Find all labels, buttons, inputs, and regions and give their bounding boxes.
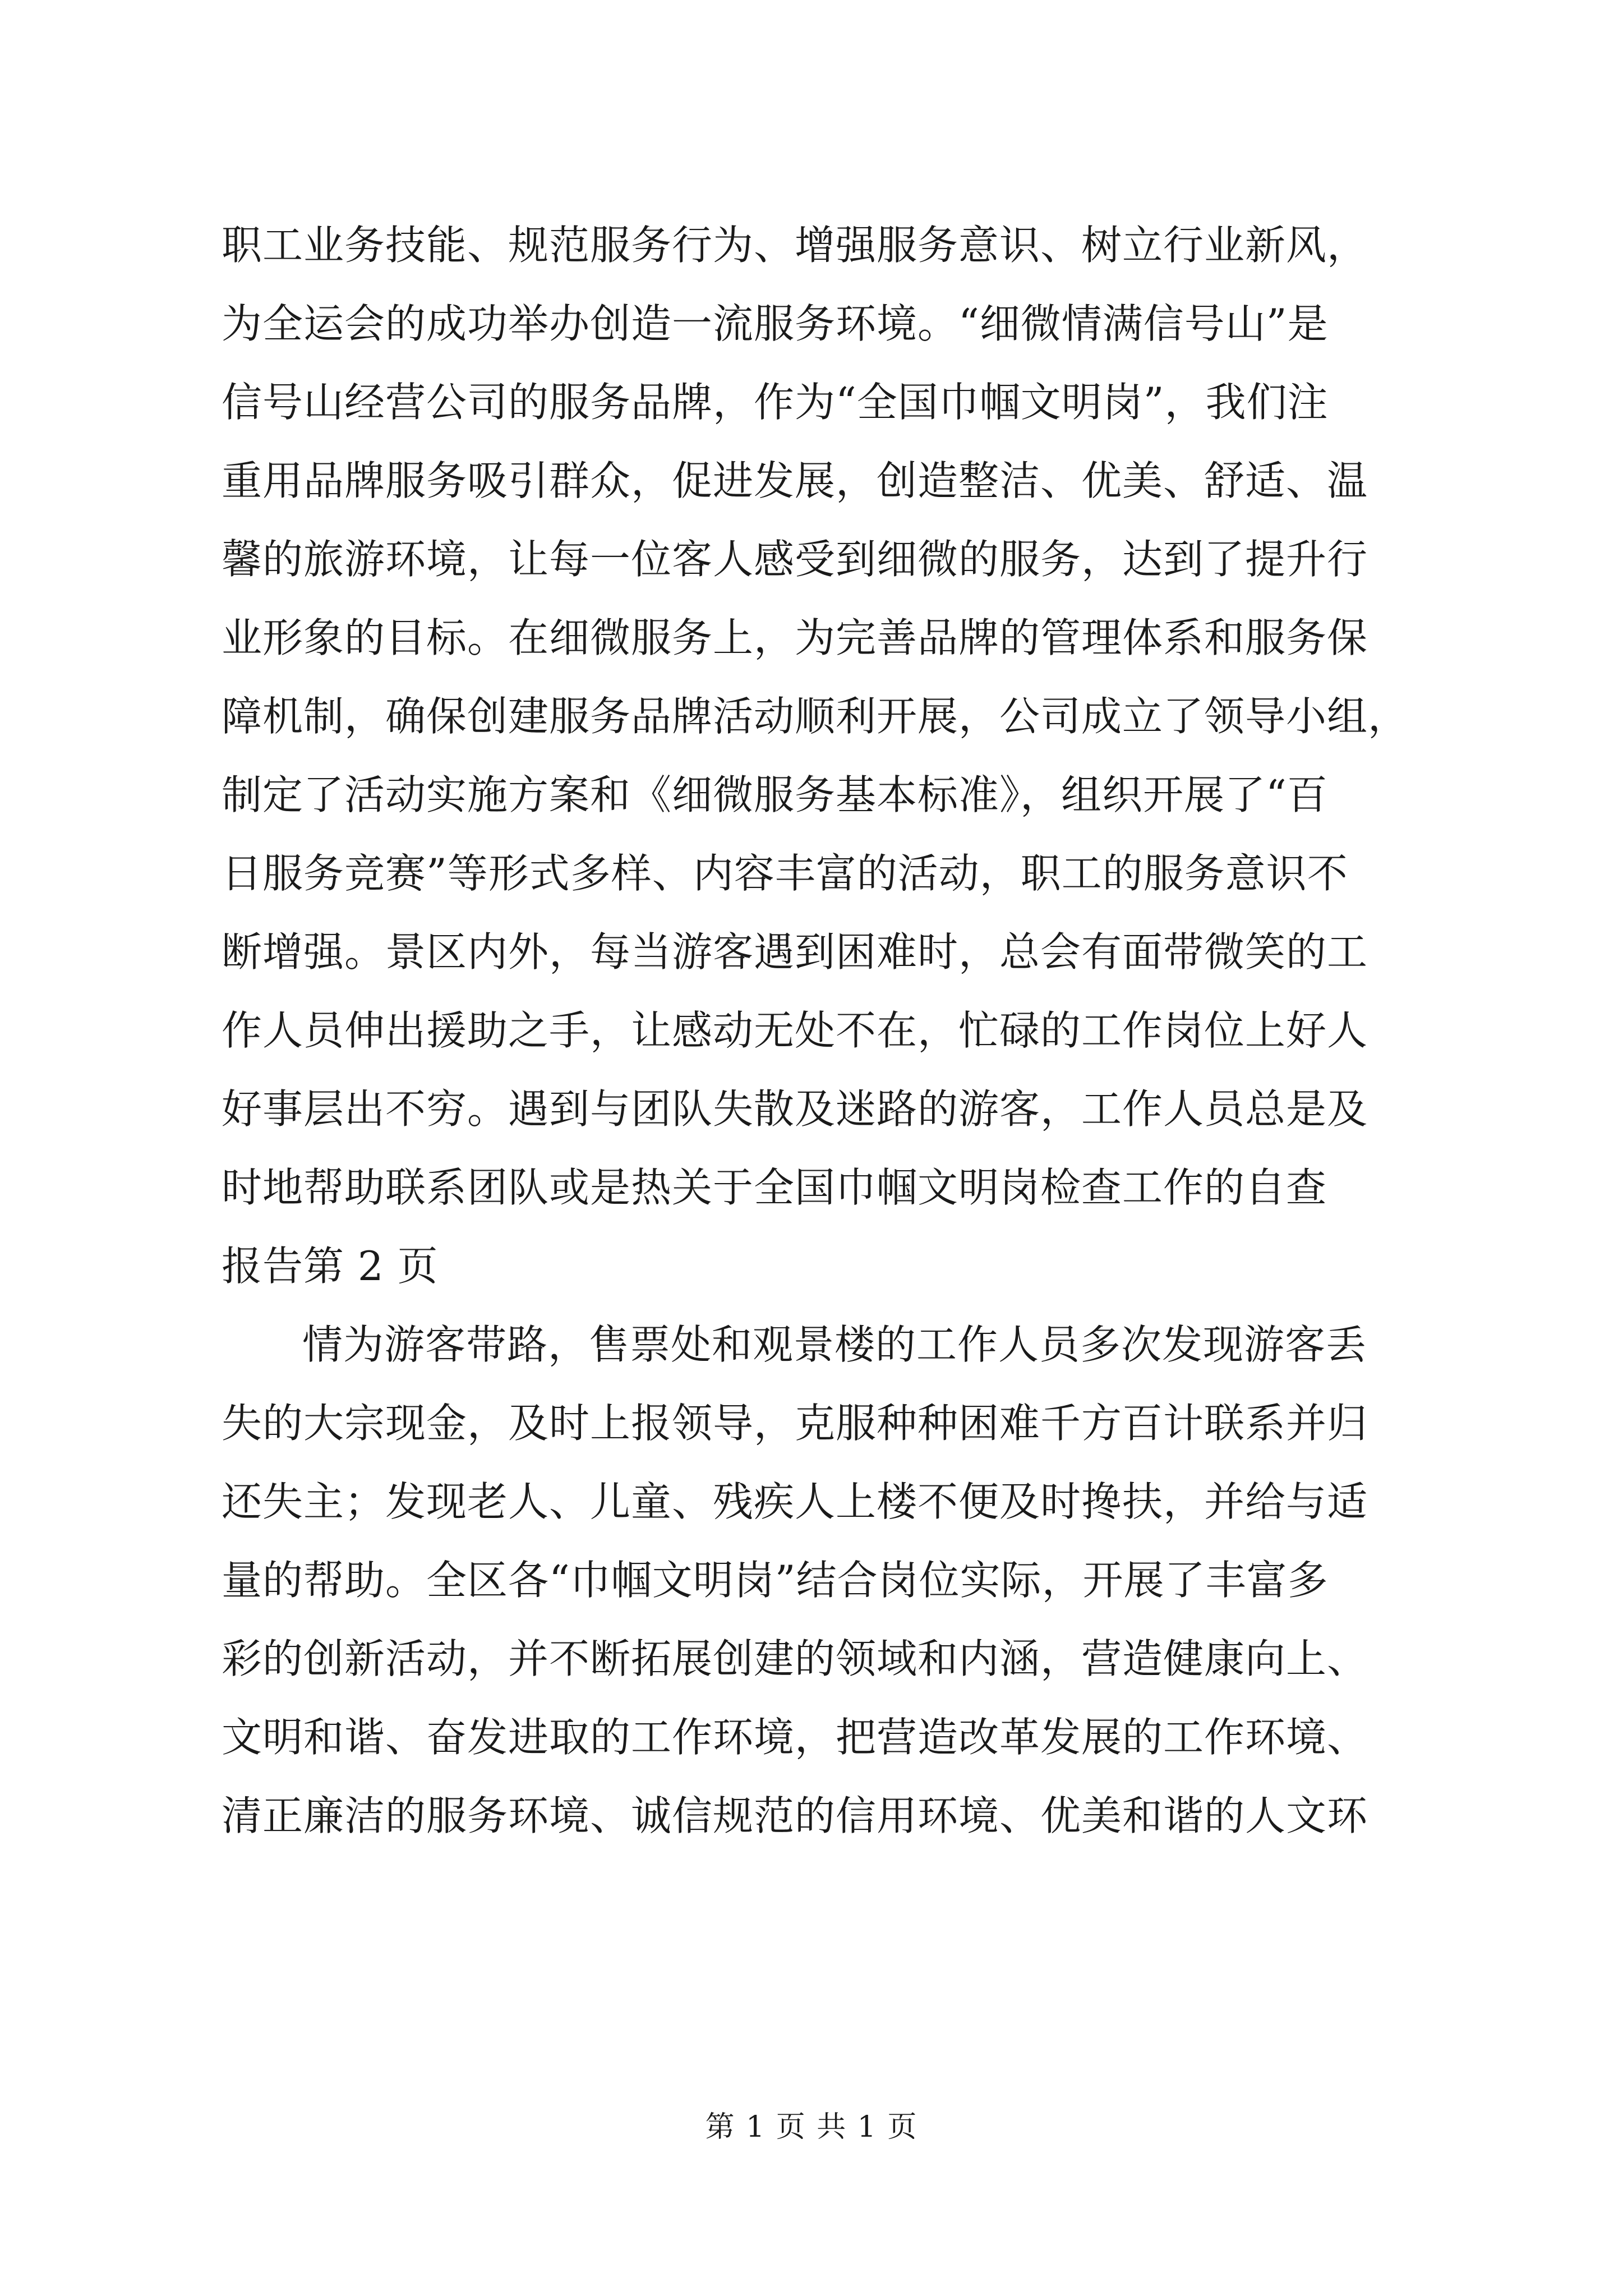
paragraph-new bbox=[222, 1319, 1438, 1841]
text-line: 失的大宗现金，及时上报领导，克服种种困难千方百计联系并归 bbox=[222, 1400, 1368, 1447]
page-indicator: 第 1 页 共 1 页 bbox=[705, 2110, 918, 2144]
text-line: 制定了活动实施方案和《细微服务基本标准》，组织开展了“百 bbox=[222, 771, 1328, 818]
paragraph-continued bbox=[222, 220, 1438, 1291]
text-line: 业形象的目标。在细微服务上，为完善品牌的管理体系和服务保 bbox=[222, 614, 1368, 661]
text-line: 量的帮助。全区各“巾帼文明岗”结合岗位实际，开展了丰富多 bbox=[222, 1557, 1329, 1604]
text-line: 断增强。景区内外，每当游客遇到困难时，总会有面带微笑的工 bbox=[222, 928, 1368, 976]
text-line: 信号山经营公司的服务品牌，作为“全国巾帼文明岗”，我们注 bbox=[222, 379, 1329, 426]
text-line: 报告第 2 页 bbox=[222, 1243, 439, 1290]
text-line: 好事层出不穷。遇到与团队失散及迷路的游客，工作人员总是及 bbox=[222, 1085, 1368, 1133]
page-footer bbox=[0, 2109, 1623, 2145]
text-line: 文明和谐、奋发进取的工作环境，把营造改革发展的工作环境、 bbox=[222, 1714, 1368, 1761]
text-line: 馨的旅游环境，让每一位客人感受到细微的服务，达到了提升行 bbox=[222, 536, 1368, 583]
text-line-first: 情为游客带路，售票处和观景楼的工作人员多次发现游客丢 bbox=[302, 1321, 1367, 1368]
text-line: 时地帮助联系团队或是热关于全国巾帼文明岗检查工作的自查 bbox=[222, 1164, 1327, 1211]
text-line: 障机制，确保创建服务品牌活动顺利开展，公司成立了领导小组， bbox=[222, 693, 1409, 740]
text-line: 职工业务技能、规范服务行为、增强服务意识、树立行业新风， bbox=[222, 222, 1368, 269]
text-line: 为全运会的成功举办创造一流服务环境。“细微情满信号山”是 bbox=[222, 300, 1329, 347]
text-line: 清正廉洁的服务环境、诚信规范的信用环境、优美和谐的人文环 bbox=[222, 1792, 1368, 1839]
text-line: 日服务竞赛”等形式多样、内容丰富的活动，职工的服务意识不 bbox=[222, 850, 1348, 897]
text-line: 还失主；发现老人、儿童、残疾人上楼不便及时搀扶，并给与适 bbox=[222, 1478, 1368, 1525]
text-line: 作人员伸出援助之手，让感动无处不在，忙碌的工作岗位上好人 bbox=[222, 1007, 1368, 1054]
text-line: 重用品牌服务吸引群众，促进发展，创造整洁、优美、舒适、温 bbox=[222, 457, 1368, 504]
text-line: 彩的创新活动，并不断拓展创建的领域和内涵，营造健康向上、 bbox=[222, 1635, 1368, 1682]
document-body bbox=[222, 220, 1438, 1869]
